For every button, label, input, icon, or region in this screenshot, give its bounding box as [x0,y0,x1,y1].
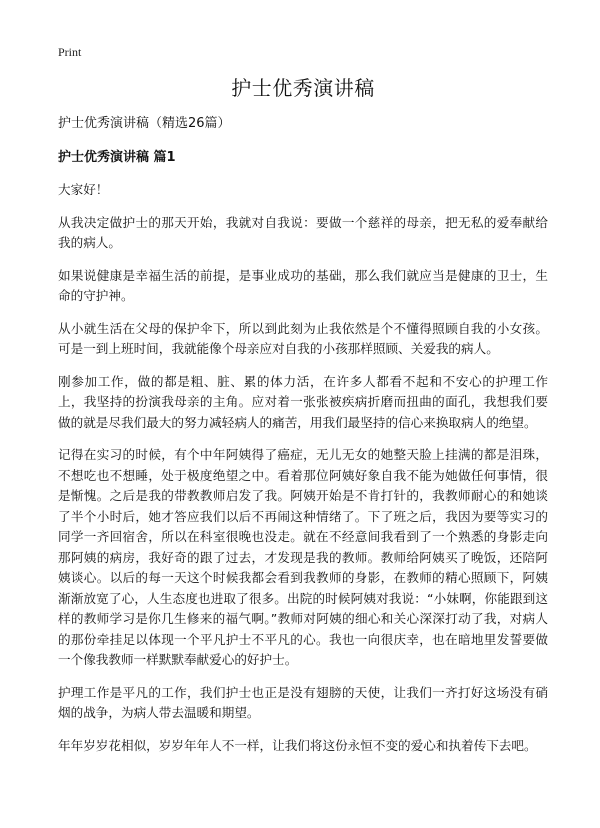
paragraph: 从我决定做护士的那天开始，我就对自我说：要做一个慈祥的母亲，把无私的爱奉献给我的病人。 [58,214,548,250]
print-label: Print [58,45,82,59]
document-subtitle: 护士优秀演讲稿（精选26篇） [58,116,231,131]
paragraph: 年年岁岁花相似，岁岁年年人不一样，让我们将这份永恒不变的爱心和执着传下去吧。 [58,737,537,753]
document-title: 护士优秀演讲稿 [231,76,375,100]
paragraph: 护理工作是平凡的工作，我们护士也正是没有翅膀的天使，让我们一齐打好这场没有硝烟的战争，为病人带去温暖和期望。 [58,684,548,720]
paragraph: 如果说健康是幸福生活的前提，是事业成功的基础，那么我们就应当是健康的卫士，生命的守护神。 [58,267,548,303]
paragraph: 刚参加工作，做的都是粗、脏、累的体力活，在许多人都看不起和不安心的护理工作上，我坚持的扮演我母亲的主角。应对着一张张被疾病折磨而扭曲的面孔，我想我们要做的就是尽我们最大的努力减轻病人的痛苦，用我们最坚持的信心来换取病人的绝望。 [58,373,548,430]
section-heading: 护士优秀演讲稿 篇1 [58,150,176,165]
paragraph: 从小就生活在父母的保护伞下，所以到此刻为止我依然是个不懂得照顾自我的小女孩。可是一到上班时间，我就能像个母亲应对自我的小孩那样照顾、关爱我的病人。 [58,320,548,356]
paragraph-greeting: 大家好！ [58,182,109,197]
paragraph: 记得在实习的时候，有个中年阿姨得了癌症，无儿无女的她整天脸上挂满的都是泪珠，不想吃也不想睡，处于极度绝望之中。看着那位阿姨好象自我不能为她做任何事情，很是惭愧。之后是我的带教教师启发了我。阿姨开始是不肯打针的，我教师耐心的和她谈了半个小时后，她才答应我们以后不再闹这种情绪了。下了班之后，我因为要等实习的同学一齐回宿舍，所以在科室很晚也没走。就在不经意间我看到了一个熟悉的身影走向那阿姨的病房，我好奇的跟了过去，才发现是我的教师。教师给阿姨买了晚饭，还陪阿姨谈心。以后的每一天这个时候我都会看到我教师的身影，在教师的精心照顾下，阿姨渐渐放宽了心，人生态度也进取了很多。出院的时候阿姨对我说：“小妹啊，你能跟到这样的教师学习是你几生修来的福气啊。”教师对阿姨的细心和关心深深打动了我，对病人的那份牵挂足以体现一个平凡护士不平凡的心。我也一向很庆幸，也在暗地里发誓要做一个像我教师一样默默奉献爱心的好护士。 [58,447,548,667]
